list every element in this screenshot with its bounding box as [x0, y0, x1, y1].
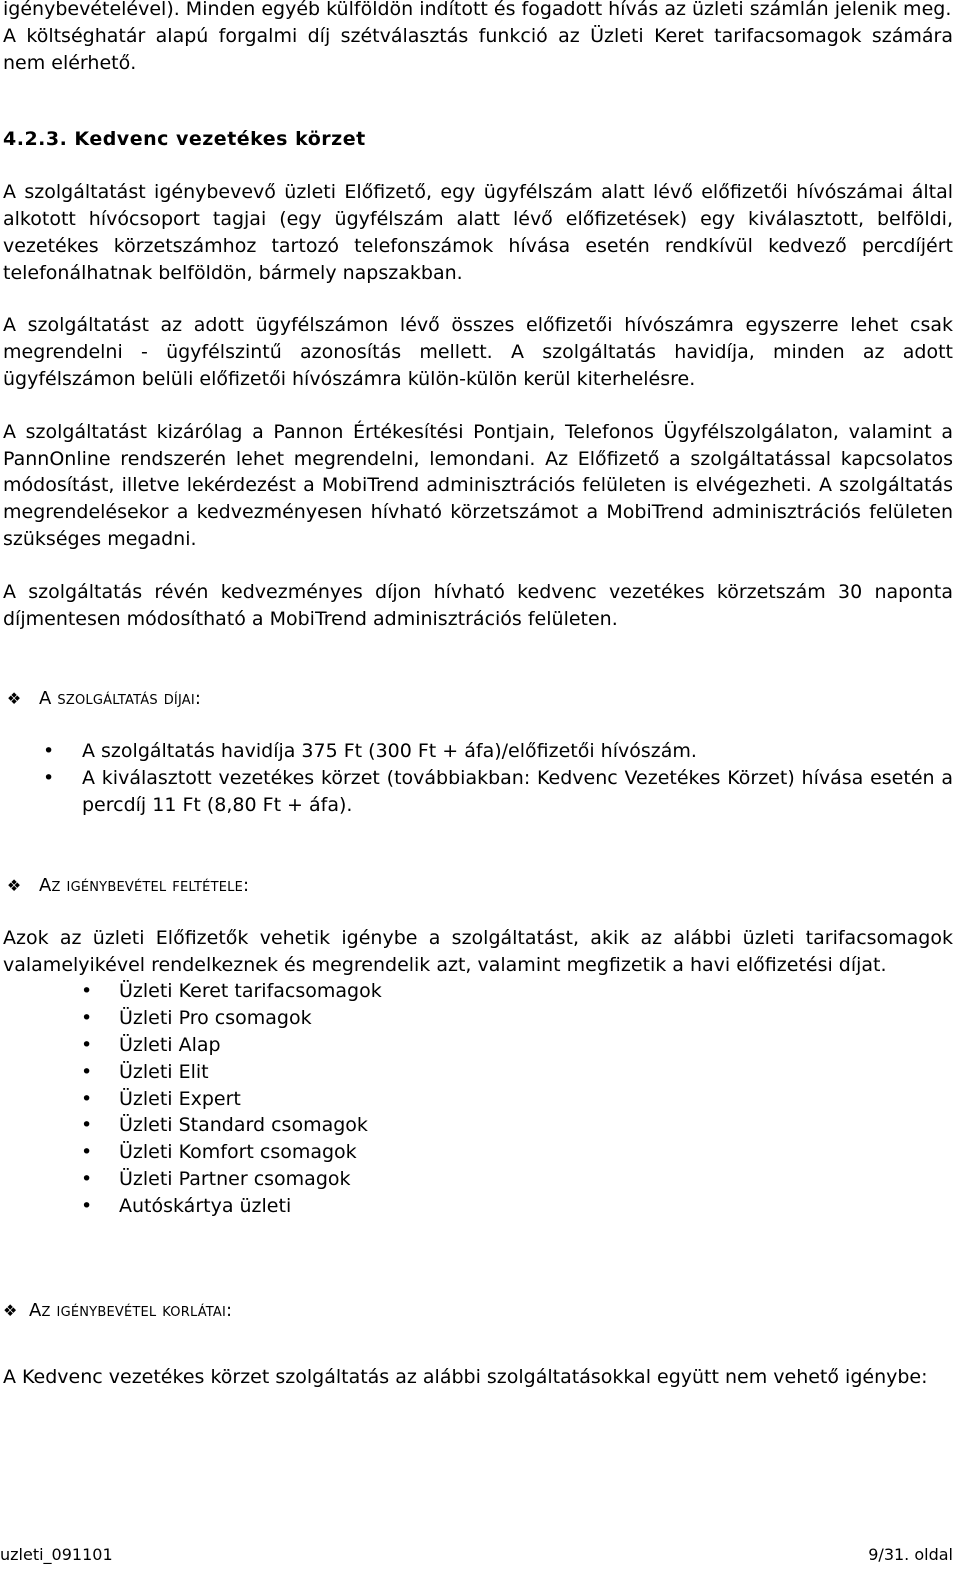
list-item: • Üzleti Standard csomagok: [3, 1112, 953, 1139]
footer-page-number: 9/31. oldal: [868, 1545, 953, 1564]
section-paragraph-3: A szolgáltatást kizárólag a Pannon Értékesítési Pontjain, Telefonos Ügyfélszolgálaton, valamint a PannOnline rendszerén lehet megrendelni, lemondani. Az Előfizető a szolgáltatással kapcsolatos módosítást, illetve lekérdezést a MobiTrend adminisztrációs felületen is elvégezheti. A szolgáltatás megrendelésekor a kedvezményesen hívható körzetszámot a MobiTrend adminisztrációs felületen szükséges megadni.: [3, 420, 953, 550]
list-item: • Üzleti Komfort csomagok: [3, 1139, 953, 1166]
limits-title: Az igénybevétel korlátai:: [29, 1299, 233, 1321]
list-item: • A szolgáltatás havidíja 375 Ft (300 Ft + áfa)/előfizetői hívószám.: [3, 738, 953, 765]
list-item: • Autóskártya üzleti: [3, 1193, 953, 1220]
section-heading: 4.2.3. Kedvenc vezetékes körzet: [3, 128, 366, 151]
intro-paragraph-2: A költséghatár alapú forgalmi díj szétválasztás funkció az Üzleti Keret tarifacsomagok számára nem elérhető.: [3, 24, 953, 74]
plans-list: [3, 978, 953, 1219]
list-item: • A kiválasztott vezetékes körzet (továbbiakban: Kedvenc Vezetékes Körzet) hívása esetén a percdíj 11 Ft (8,80 Ft + áfa).: [3, 765, 953, 819]
list-item: • Üzleti Keret tarifacsomagok: [3, 978, 953, 1005]
document-page: [3, 0, 953, 1390]
conditions-paragraph: Azok az üzleti Előfizetők vehetik igénybe a szolgáltatást, akik az alábbi üzleti tarifacsomagok valamelyikével rendelkeznek és megrendelik azt, valamint megfizetik a havi előfizetési díjat.: [3, 926, 953, 976]
list-item: • Üzleti Alap: [3, 1032, 953, 1059]
fees-list: [3, 738, 953, 818]
diamond-bullet-icon: ❖: [6, 689, 22, 709]
list-item: • Üzleti Elit: [3, 1059, 953, 1086]
conditions-heading: [3, 873, 953, 899]
section-paragraph-2: A szolgáltatást az adott ügyfélszámon lévő összes előfizetői hívószámra egyszerre lehet csak megrendelni - ügyfélszintű azonosítás mellett. A szolgáltatás havidíja, minden az adott ügyfélszámon belüli előfizetői hívószámra külön-külön kerül kiterhelésre.: [3, 314, 953, 390]
diamond-bullet-icon: ❖: [6, 875, 22, 895]
section-paragraph-4: A szolgáltatás révén kedvezményes díjon hívható kedvenc vezetékes körzetszám 30 naponta díjmentesen módosítható a MobiTrend adminisztrációs felületen.: [3, 580, 953, 630]
footer-doc-id: uzleti_091101: [0, 1545, 113, 1564]
list-item: • Üzleti Pro csomagok: [3, 1005, 953, 1032]
list-item: • Üzleti Expert: [3, 1086, 953, 1113]
page-footer: [0, 1545, 953, 1565]
diamond-bullet-icon: ❖: [3, 1300, 18, 1320]
limits-paragraph: A Kedvenc vezetékes körzet szolgáltatás az alábbi szolgáltatásokkal együtt nem vehető igénybe:: [3, 1365, 928, 1388]
fees-title: A szolgáltatás díjai:: [39, 688, 202, 710]
limits-heading: [3, 1298, 953, 1324]
section-paragraph-1: A szolgáltatást igénybevevő üzleti Előfizető, egy ügyfélszám alatt lévő előfizetői hívószámai által alkotott hívócsoport tagjai (egy ügyfélszám alatt lévő előfizetések) egy kiválasztott, belföldi, vezetékes körzetszámhoz tartozó telefonszámok hívása esetén rendkívül kedvező percdíjért telefonálhatnak belföldön, bármely napszakban.: [3, 181, 953, 284]
fees-heading: [3, 686, 953, 712]
list-item: • Üzleti Partner csomagok: [3, 1166, 953, 1193]
conditions-title: Az igénybevétel feltétele:: [39, 874, 250, 896]
intro-paragraph-1: igénybevételével). Minden egyéb külföldön indított és fogadott hívás az üzleti számlán jelenik meg.: [3, 0, 952, 20]
